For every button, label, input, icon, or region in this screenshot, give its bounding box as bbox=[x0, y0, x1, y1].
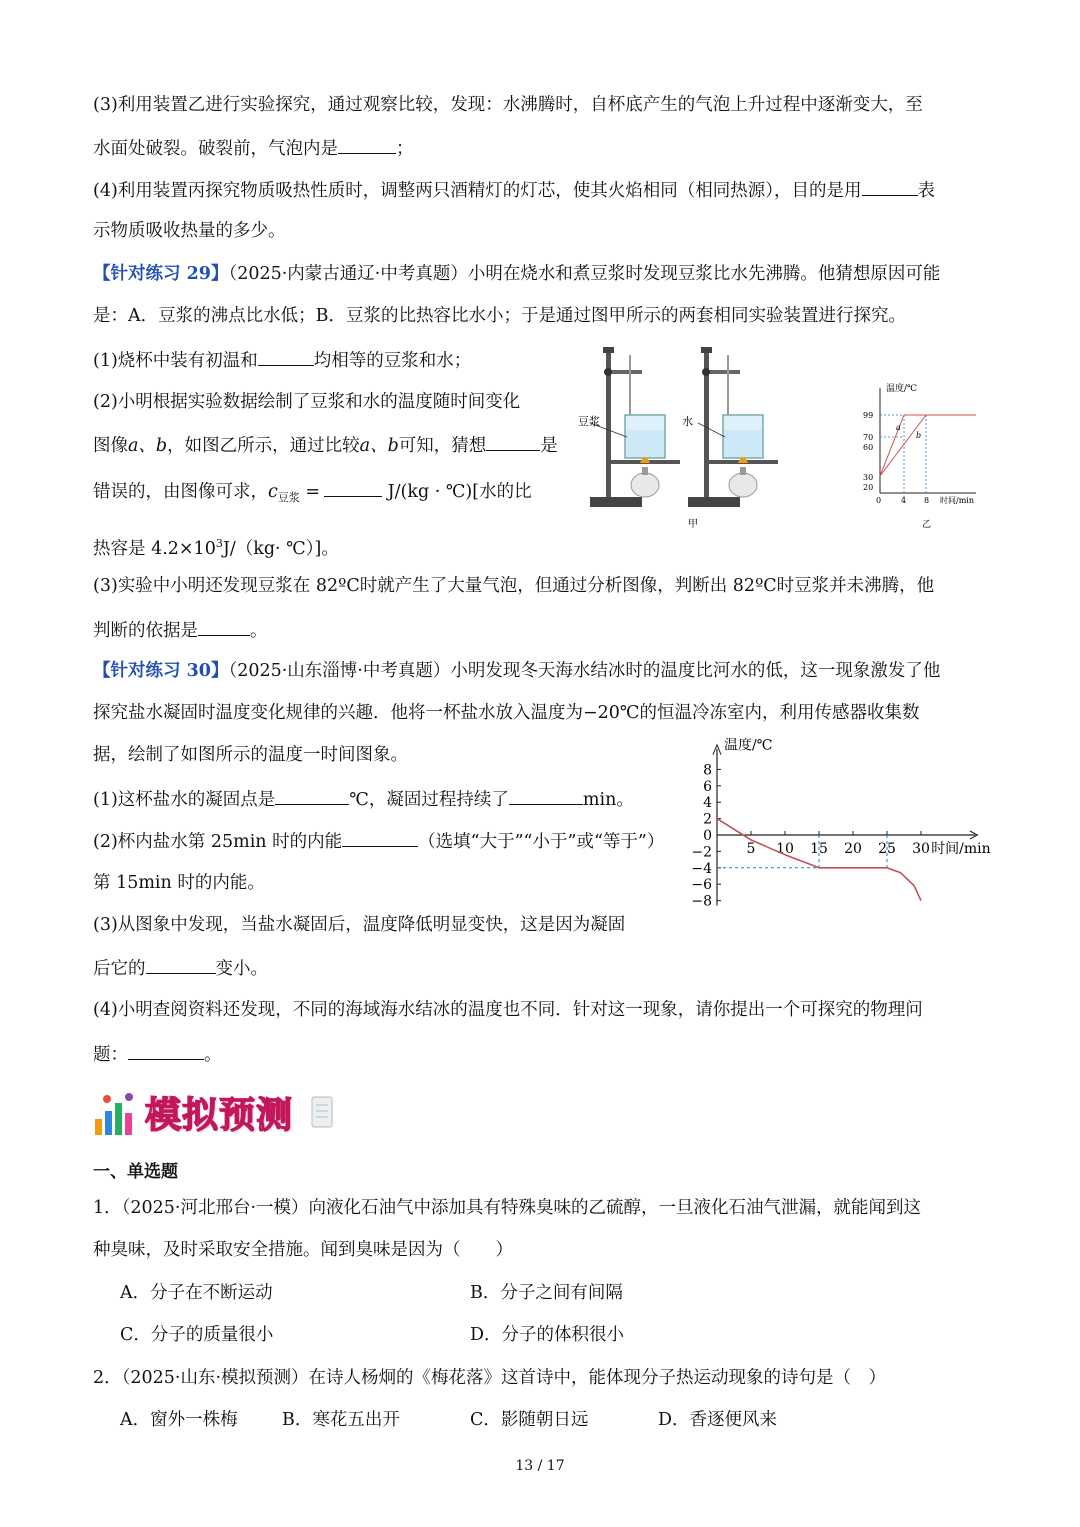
banner bbox=[93, 1085, 338, 1140]
y-tick-label: 2 bbox=[703, 811, 712, 828]
answer-blank[interactable] bbox=[275, 786, 349, 805]
q2-option-c[interactable]: C．影随朝日远 bbox=[470, 1410, 589, 1430]
water-label: 水 bbox=[682, 415, 693, 428]
answer-blank[interactable] bbox=[324, 478, 382, 497]
q1-option-c[interactable]: C．分子的质量很小 bbox=[120, 1325, 274, 1345]
q1-option-a[interactable]: A．分子在不断运动 bbox=[120, 1283, 273, 1303]
y-tick-label: −8 bbox=[691, 893, 712, 910]
ex30-q4-line-2: 题： 。 bbox=[93, 1041, 222, 1067]
graph-yi bbox=[858, 378, 988, 533]
ex29-q2-line-2: 图像a、b，如图乙所示，通过比较a、b可知，猜想 是 bbox=[93, 432, 558, 458]
y-tick-label: −4 bbox=[691, 860, 712, 877]
x-tick-label: 5 bbox=[746, 841, 756, 857]
page-number: 13 / 17 bbox=[515, 1458, 565, 1474]
ex30-line-3: 据，绘制了如图所示的温度一时间图象。 bbox=[93, 745, 408, 765]
q28-line-3a: (3)利用装置乙进行实验探究，通过观察比较，发现：水沸腾时，自杯底产生的气泡上升过程中逐渐变大，至 bbox=[93, 95, 923, 115]
ex30-q4-line-1: (4)小明查阅资料还发现，不同的海域海水结冰的温度也不同．针对这一现象，请你提出一个可探究的物理问 bbox=[93, 1000, 923, 1020]
y-tick-label: −6 bbox=[691, 877, 712, 894]
q28-line-3b: 水面处破裂。破裂前，气泡内是 ； bbox=[93, 135, 414, 161]
tick: 30 bbox=[863, 473, 874, 482]
answer-blank[interactable] bbox=[509, 786, 583, 805]
q1-option-b[interactable]: B．分子之间有间隔 bbox=[470, 1283, 623, 1303]
q1-line-2: 种臭味，及时采取安全措施。闻到臭味是因为（ ） bbox=[93, 1240, 513, 1260]
soy-label: 豆浆 bbox=[578, 415, 600, 428]
ex30-q3-line-2: 后它的 变小。 bbox=[93, 955, 268, 981]
y-tick-label: 6 bbox=[703, 778, 712, 795]
ex30-q1: (1)这杯盐水的凝固点是 ℃，凝固过程持续了 min。 bbox=[93, 786, 634, 812]
y-tick-label: 8 bbox=[703, 762, 712, 779]
ex29-label: 【针对练习 29】 bbox=[93, 264, 229, 284]
ex30-q2-line-2: 第 15min 时的内能。 bbox=[93, 873, 265, 893]
x-tick-label: 10 bbox=[776, 841, 794, 857]
tick: 4 bbox=[901, 496, 907, 505]
caption-yi: 乙 bbox=[922, 520, 932, 530]
q2-option-a[interactable]: A．窗外一株梅 bbox=[120, 1410, 238, 1430]
tick: 99 bbox=[863, 411, 874, 420]
ex30-line-2: 探究盐水凝固时温度变化规律的兴趣．他将一杯盐水放入温度为−20℃的恒温冷冻室内，利用传感器收集数 bbox=[93, 703, 920, 723]
banner-text: 模拟预测 bbox=[145, 1095, 294, 1136]
ex29-line-2: 是：A．豆浆的沸点比水低；B．豆浆的比热容比水小；于是通过图甲所示的两套相同实验装置进行探究。 bbox=[93, 306, 906, 326]
ex29-q1: (1)烧杯中装有初温和 均相等的豆浆和水； bbox=[93, 347, 471, 373]
y-axis-label: 温度/℃ bbox=[724, 738, 773, 754]
ex30-q2: (2)杯内盐水第 25min 时的内能 （选填“大于”“小于”或“等于”） bbox=[93, 828, 664, 854]
ex29-line-1: 【针对练习 29】（2025·内蒙古通辽·中考真题）小明在烧水和煮豆浆时发现豆浆比水先沸腾。他猜想原因可能 bbox=[93, 264, 941, 284]
ex29-q2-line-4: 热容是 $4.2\times 10^3J/(kg\cdot$ ℃）]。 bbox=[93, 537, 339, 559]
tick: 70 bbox=[863, 433, 874, 442]
ex30-line-1: 【针对练习 30】（2025·山东淄博·中考真题）小明发现冬天海水结冰时的温度比河水的低，这一现象激发了他 bbox=[93, 661, 941, 681]
q28-line-4b: 示物质吸收热量的多少。 bbox=[93, 221, 286, 241]
answer-blank[interactable] bbox=[198, 617, 250, 636]
answer-blank[interactable] bbox=[128, 1041, 204, 1060]
tick: 8 bbox=[924, 496, 930, 505]
y-tick-label: −2 bbox=[691, 844, 712, 861]
ex29-q2-line-3: 错误的，由图像可求，$c_{豆浆} = J/(kg$ · ℃)[水的比 bbox=[93, 478, 532, 510]
ex30-label: 【针对练习 30】 bbox=[93, 661, 229, 681]
ex30-q3-line-1: (3)从图象中发现，当盐水凝固后，温度降低明显变快，这是因为凝固 bbox=[93, 915, 626, 935]
x-tick-label: 25 bbox=[878, 841, 896, 857]
tick: 0 bbox=[876, 496, 882, 505]
q1-option-d[interactable]: D．分子的体积很小 bbox=[470, 1325, 625, 1345]
answer-blank[interactable] bbox=[258, 347, 314, 366]
line-a-label: a bbox=[896, 423, 901, 432]
ex29-q3-line-1: (3)实验中小明还发现豆浆在 82ºC时就产生了大量气泡，但通过分析图像，判断出 82ºC时豆浆并未沸腾，他 bbox=[93, 576, 935, 596]
x-tick-label: 30 bbox=[912, 841, 930, 857]
q1-line-1: 1．（2025·河北邢台·一模）向液化石油气中添加具有特殊臭味的乙硫醇，一旦液化石油气泄漏，就能闻到这 bbox=[93, 1198, 922, 1218]
salt-water-chart bbox=[680, 738, 1010, 918]
ex29-q3-line-2: 判断的依据是 。 bbox=[93, 617, 268, 643]
answer-blank[interactable] bbox=[862, 177, 918, 196]
q28-line-4a: (4)利用装置丙探究物质吸热性质时，调整两只酒精灯的灯芯，使其火焰相同（相同热源），目的是用 表 bbox=[93, 177, 935, 203]
line-b-label: b bbox=[916, 431, 922, 440]
q2-line-1: 2．（2025·山东·模拟预测）在诗人杨炯的《梅花落》这首诗中，能体现分子热运动现象的诗句是（ ） bbox=[93, 1368, 887, 1388]
x-tick-label: 20 bbox=[844, 841, 862, 857]
answer-blank[interactable] bbox=[486, 432, 540, 451]
tick: 20 bbox=[863, 483, 874, 492]
q2-option-d[interactable]: D．香逐便风来 bbox=[658, 1410, 778, 1430]
answer-blank[interactable] bbox=[338, 135, 396, 154]
caption-jia: 甲 bbox=[688, 519, 698, 530]
bar-chart-icon bbox=[93, 1089, 147, 1139]
apparatus-figure bbox=[570, 345, 780, 535]
graph-yi-xlabel: 时间/min bbox=[940, 496, 974, 505]
y-tick-label: 4 bbox=[703, 795, 712, 812]
tick: 60 bbox=[863, 443, 874, 452]
ex29-q2-line-1: (2)小明根据实验数据绘制了豆浆和水的温度随时间变化 bbox=[93, 392, 521, 412]
right-apparatus bbox=[688, 347, 778, 507]
graph-yi-ylabel: 温度/℃ bbox=[886, 384, 918, 394]
q2-option-b[interactable]: B．寒花五出开 bbox=[282, 1410, 400, 1430]
left-apparatus bbox=[590, 347, 680, 507]
x-tick-label: 15 bbox=[810, 841, 828, 857]
y-tick-label: 0 bbox=[703, 828, 712, 844]
answer-blank[interactable] bbox=[146, 955, 216, 974]
section-title: 一、单选题 bbox=[93, 1162, 178, 1182]
x-axis-label: 时间/min bbox=[931, 841, 991, 857]
answer-blank[interactable] bbox=[342, 828, 418, 847]
book-icon bbox=[309, 1091, 335, 1131]
